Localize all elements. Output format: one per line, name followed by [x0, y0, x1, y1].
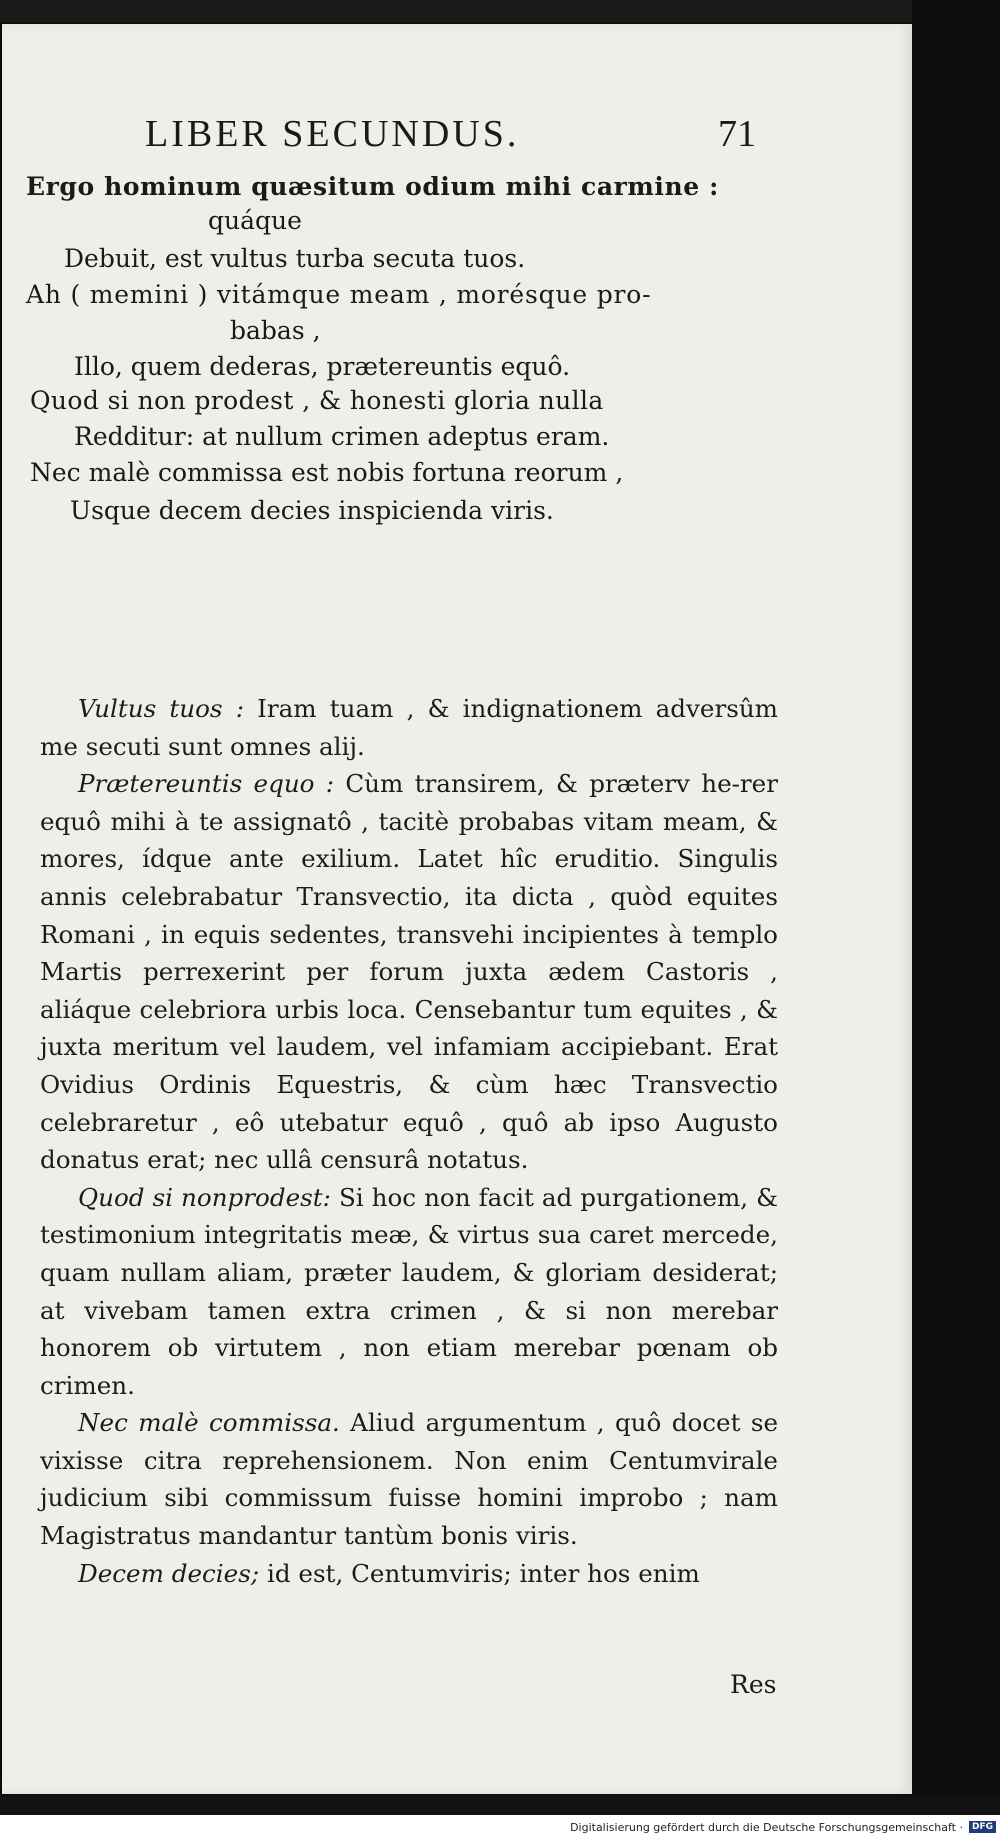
catchword: Res — [730, 1670, 777, 1699]
verse-line: Ah ( memini ) vitámque meam , morésque pro- — [26, 280, 652, 309]
lemma: Nec malè commissa. — [78, 1408, 340, 1438]
running-head: LIBER SECUNDUS. — [145, 113, 520, 155]
commentary-paragraph — [40, 1555, 778, 1593]
footer-credit: Digitalisierung gefördert durch die Deutsche Forschungsgemeinschaft · — [570, 1820, 963, 1834]
commentary-paragraph — [40, 1179, 778, 1405]
lemma: Vultus tuos : — [78, 694, 244, 723]
gloss: Cùm transirem, & præterv he-rer equô mihi à te assignatô , tacitè probabas vitam meam, & mores, ídque ante exilium. Latet hîc eruditio. Singulis annis celebrabatur Transvectio, ita dicta , quòd equites Romani , in equis sedentes, transvehi incipientes à templo Martis perrexerint per forum juxta ædem Castoris , aliáque celebriora urbis loca. Censebantur tum equites , & juxta meritum vel laudem, vel infamiam accipiebant. Erat Ovidius Ordinis Equestris, & cùm hæc Transvectio celebraretur , eô utebatur equô , quô ab ipso Augusto donatus erat; nec ullâ censurâ notatus. — [40, 769, 778, 1175]
lemma: Quod si nonprodest: — [78, 1182, 331, 1212]
verse-line: Illo, quem dederas, prætereuntis equô. — [74, 352, 571, 381]
gloss: Si hoc non facit ad purgationem, & testimonium integritatis meæ, & virtus sua caret mercede, quam nullam aliam, præter laudem, & gloriam desiderat; at vivebam tamen extra crimen , & si non merebar honorem ob virtutem , non etiam merebar pœnam ob crimen. — [40, 1182, 778, 1400]
verse-line: Redditur: at nullum crimen adeptus eram. — [74, 422, 610, 451]
verse-line: Ergo hominum quæsitum odium mihi carmine : — [26, 172, 719, 201]
dfg-logo: DFG — [969, 1821, 996, 1833]
verse-line: babas , — [230, 316, 321, 345]
commentary-paragraph — [40, 690, 778, 765]
commentary-block — [40, 690, 778, 1592]
lemma: Prætereuntis equo : — [78, 769, 335, 799]
commentary-paragraph — [40, 1404, 778, 1554]
commentary-paragraph — [40, 765, 778, 1179]
verse-line: Usque decem decies inspicienda viris. — [70, 496, 554, 525]
gloss: id est, Centumviris; inter hos enim — [259, 1558, 700, 1588]
verse-line: Quod si non prodest , & honesti gloria nulla — [30, 386, 604, 415]
verse-line: Nec malè commissa est nobis fortuna reorum , — [30, 458, 624, 487]
scan-right-border — [912, 0, 1000, 1800]
scan-bottom-border — [0, 1796, 1000, 1815]
scan-top-border — [0, 0, 1000, 22]
lemma: Decem decies; — [78, 1558, 260, 1588]
gloss: Aliud argumentum , quô docet se vixisse citra reprehensionem. Non enim Centumvirale judicium sibi commissum fuisse homini improbo ; nam Magistratus mandantur tantùm bonis viris. — [40, 1408, 779, 1551]
footer-strip — [0, 1815, 1000, 1839]
book-page — [2, 24, 912, 1794]
verse-line: quáque — [208, 206, 302, 235]
gloss: Iram tuam , & indignationem adversûm me secuti sunt omnes alij. — [40, 694, 778, 761]
verse-line: Debuit, est vultus turba secuta tuos. — [64, 244, 526, 273]
page-number: 71 — [718, 113, 756, 155]
